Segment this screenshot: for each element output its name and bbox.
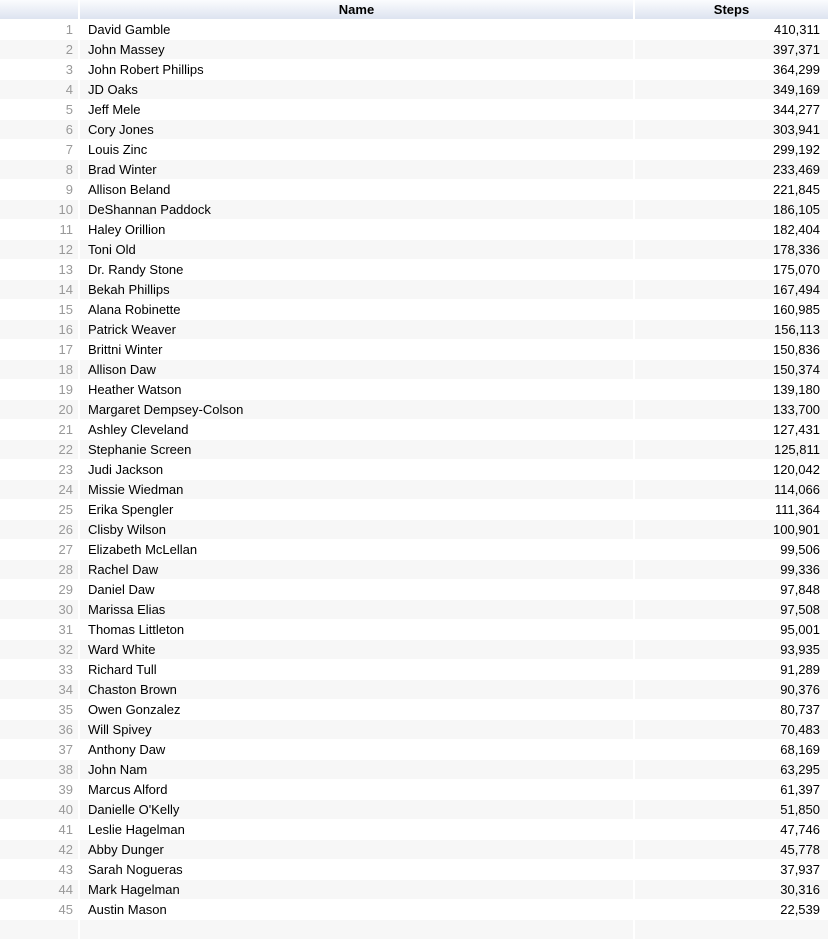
name-cell: Dr. Randy Stone bbox=[80, 260, 633, 279]
name-cell: Marcus Alford bbox=[80, 780, 633, 799]
name-cell: Patrick Weaver bbox=[80, 320, 633, 339]
table-row bbox=[0, 440, 830, 459]
name-cell: Cory Jones bbox=[80, 120, 633, 139]
rank-cell: 1 bbox=[0, 20, 78, 39]
steps-cell: 133,700 bbox=[635, 400, 828, 419]
steps-cell: 97,508 bbox=[635, 600, 828, 619]
steps-cell: 51,850 bbox=[635, 800, 828, 819]
table-row bbox=[0, 580, 830, 599]
name-cell: Toni Old bbox=[80, 240, 633, 259]
name-cell: John Robert Phillips bbox=[80, 60, 633, 79]
steps-cell: 182,404 bbox=[635, 220, 828, 239]
steps-cell: 178,336 bbox=[635, 240, 828, 259]
name-cell: Erika Spengler bbox=[80, 500, 633, 519]
table-row bbox=[0, 300, 830, 319]
table-row bbox=[0, 680, 830, 699]
steps-cell: 68,169 bbox=[635, 740, 828, 759]
table-row bbox=[0, 100, 830, 119]
steps-cell: 186,105 bbox=[635, 200, 828, 219]
name-cell: Ward White bbox=[80, 640, 633, 659]
steps-cell: 175,070 bbox=[635, 260, 828, 279]
steps-cell: 139,180 bbox=[635, 380, 828, 399]
rank-cell: 15 bbox=[0, 300, 78, 319]
name-cell: Anthony Daw bbox=[80, 740, 633, 759]
name-cell: Abby Dunger bbox=[80, 840, 633, 859]
table-row bbox=[0, 60, 830, 79]
name-cell: Mark Hagelman bbox=[80, 880, 633, 899]
name-cell: Louis Zinc bbox=[80, 140, 633, 159]
rank-cell: 6 bbox=[0, 120, 78, 139]
name-cell: Clisby Wilson bbox=[80, 520, 633, 539]
table-row bbox=[0, 180, 830, 199]
rank-cell: 44 bbox=[0, 880, 78, 899]
steps-cell: 344,277 bbox=[635, 100, 828, 119]
steps-cell: 93,935 bbox=[635, 640, 828, 659]
table-row bbox=[0, 400, 830, 419]
rank-cell: 17 bbox=[0, 340, 78, 359]
name-cell: Haley Orillion bbox=[80, 220, 633, 239]
steps-cell: 111,364 bbox=[635, 500, 828, 519]
rank-cell: 22 bbox=[0, 440, 78, 459]
rank-cell: 19 bbox=[0, 380, 78, 399]
table-row bbox=[0, 840, 830, 859]
rank-cell bbox=[0, 920, 78, 939]
rank-cell: 12 bbox=[0, 240, 78, 259]
steps-cell: 303,941 bbox=[635, 120, 828, 139]
table-row bbox=[0, 880, 830, 899]
rank-cell: 20 bbox=[0, 400, 78, 419]
table-row bbox=[0, 720, 830, 739]
steps-cell: 47,746 bbox=[635, 820, 828, 839]
table-row bbox=[0, 620, 830, 639]
table-row bbox=[0, 560, 830, 579]
rank-cell: 23 bbox=[0, 460, 78, 479]
table-row bbox=[0, 600, 830, 619]
steps-cell: 63,295 bbox=[635, 760, 828, 779]
table-row bbox=[0, 760, 830, 779]
name-cell: Alana Robinette bbox=[80, 300, 633, 319]
partial-next-row-stripe bbox=[0, 920, 830, 939]
steps-cell: 156,113 bbox=[635, 320, 828, 339]
table-row bbox=[0, 640, 830, 659]
name-cell bbox=[80, 920, 633, 939]
steps-cell: 30,316 bbox=[635, 880, 828, 899]
rank-cell: 13 bbox=[0, 260, 78, 279]
rank-cell: 35 bbox=[0, 700, 78, 719]
rank-cell: 10 bbox=[0, 200, 78, 219]
name-cell: Owen Gonzalez bbox=[80, 700, 633, 719]
table-row bbox=[0, 800, 830, 819]
table-row bbox=[0, 380, 830, 399]
name-cell: Ashley Cleveland bbox=[80, 420, 633, 439]
steps-cell: 349,169 bbox=[635, 80, 828, 99]
rank-cell: 43 bbox=[0, 860, 78, 879]
table-row bbox=[0, 240, 830, 259]
rank-cell: 31 bbox=[0, 620, 78, 639]
name-cell: Danielle O'Kelly bbox=[80, 800, 633, 819]
rank-cell: 25 bbox=[0, 500, 78, 519]
name-cell: Jeff Mele bbox=[80, 100, 633, 119]
table-row bbox=[0, 360, 830, 379]
rank-cell: 40 bbox=[0, 800, 78, 819]
steps-cell: 97,848 bbox=[635, 580, 828, 599]
steps-cell: 100,901 bbox=[635, 520, 828, 539]
rank-cell: 9 bbox=[0, 180, 78, 199]
steps-cell: 364,299 bbox=[635, 60, 828, 79]
rank-cell: 34 bbox=[0, 680, 78, 699]
name-cell: Allison Beland bbox=[80, 180, 633, 199]
name-cell: David Gamble bbox=[80, 20, 633, 39]
rank-cell: 11 bbox=[0, 220, 78, 239]
steps-column-header[interactable]: Steps bbox=[635, 0, 828, 19]
steps-cell: 91,289 bbox=[635, 660, 828, 679]
table-row bbox=[0, 160, 830, 179]
rank-cell: 24 bbox=[0, 480, 78, 499]
name-cell: DeShannan Paddock bbox=[80, 200, 633, 219]
steps-cell: 70,483 bbox=[635, 720, 828, 739]
rank-cell: 29 bbox=[0, 580, 78, 599]
table-header-row bbox=[0, 0, 830, 19]
table-row bbox=[0, 220, 830, 239]
steps-cell: 397,371 bbox=[635, 40, 828, 59]
table-row bbox=[0, 120, 830, 139]
rank-cell: 38 bbox=[0, 760, 78, 779]
name-cell: Chaston Brown bbox=[80, 680, 633, 699]
rank-cell: 30 bbox=[0, 600, 78, 619]
name-cell: John Massey bbox=[80, 40, 633, 59]
table-row bbox=[0, 780, 830, 799]
rank-column-header bbox=[0, 0, 78, 19]
steps-cell: 233,469 bbox=[635, 160, 828, 179]
name-cell: Austin Mason bbox=[80, 900, 633, 919]
steps-cell bbox=[635, 920, 828, 939]
rank-cell: 41 bbox=[0, 820, 78, 839]
steps-cell: 99,506 bbox=[635, 540, 828, 559]
table-row bbox=[0, 200, 830, 219]
table-row bbox=[0, 740, 830, 759]
rank-cell: 3 bbox=[0, 60, 78, 79]
name-cell: Judi Jackson bbox=[80, 460, 633, 479]
rank-cell: 4 bbox=[0, 80, 78, 99]
steps-cell: 80,737 bbox=[635, 700, 828, 719]
steps-cell: 61,397 bbox=[635, 780, 828, 799]
table-row bbox=[0, 40, 830, 59]
table-row bbox=[0, 420, 830, 439]
name-cell: Brittni Winter bbox=[80, 340, 633, 359]
steps-cell: 167,494 bbox=[635, 280, 828, 299]
rank-cell: 7 bbox=[0, 140, 78, 159]
name-cell: Brad Winter bbox=[80, 160, 633, 179]
name-column-header[interactable]: Name bbox=[80, 0, 633, 19]
rank-cell: 26 bbox=[0, 520, 78, 539]
rank-cell: 8 bbox=[0, 160, 78, 179]
name-cell: Allison Daw bbox=[80, 360, 633, 379]
table-row bbox=[0, 520, 830, 539]
name-cell: Richard Tull bbox=[80, 660, 633, 679]
rank-cell: 42 bbox=[0, 840, 78, 859]
table-row bbox=[0, 320, 830, 339]
rank-cell: 16 bbox=[0, 320, 78, 339]
name-cell: Thomas Littleton bbox=[80, 620, 633, 639]
rank-cell: 21 bbox=[0, 420, 78, 439]
name-cell: Elizabeth McLellan bbox=[80, 540, 633, 559]
name-cell: Missie Wiedman bbox=[80, 480, 633, 499]
table-row bbox=[0, 140, 830, 159]
table-row bbox=[0, 280, 830, 299]
steps-cell: 95,001 bbox=[635, 620, 828, 639]
steps-cell: 150,374 bbox=[635, 360, 828, 379]
name-cell: John Nam bbox=[80, 760, 633, 779]
rank-cell: 45 bbox=[0, 900, 78, 919]
rank-cell: 2 bbox=[0, 40, 78, 59]
table-row bbox=[0, 540, 830, 559]
table-row bbox=[0, 20, 830, 39]
steps-cell: 45,778 bbox=[635, 840, 828, 859]
steps-cell: 114,066 bbox=[635, 480, 828, 499]
name-cell: Heather Watson bbox=[80, 380, 633, 399]
name-cell: Leslie Hagelman bbox=[80, 820, 633, 839]
name-cell: Daniel Daw bbox=[80, 580, 633, 599]
rank-cell: 18 bbox=[0, 360, 78, 379]
rank-cell: 32 bbox=[0, 640, 78, 659]
steps-cell: 160,985 bbox=[635, 300, 828, 319]
steps-cell: 127,431 bbox=[635, 420, 828, 439]
name-cell: Rachel Daw bbox=[80, 560, 633, 579]
steps-cell: 410,311 bbox=[635, 20, 828, 39]
name-cell: Marissa Elias bbox=[80, 600, 633, 619]
steps-cell: 37,937 bbox=[635, 860, 828, 879]
rank-cell: 39 bbox=[0, 780, 78, 799]
steps-cell: 299,192 bbox=[635, 140, 828, 159]
rank-cell: 36 bbox=[0, 720, 78, 739]
table-body bbox=[0, 20, 830, 919]
rank-cell: 5 bbox=[0, 100, 78, 119]
table-row bbox=[0, 80, 830, 99]
table-row bbox=[0, 820, 830, 839]
steps-cell: 221,845 bbox=[635, 180, 828, 199]
table-row bbox=[0, 340, 830, 359]
rank-cell: 33 bbox=[0, 660, 78, 679]
table-row bbox=[0, 900, 830, 919]
table-row bbox=[0, 480, 830, 499]
table-row bbox=[0, 500, 830, 519]
rank-cell: 37 bbox=[0, 740, 78, 759]
rank-cell: 28 bbox=[0, 560, 78, 579]
steps-cell: 120,042 bbox=[635, 460, 828, 479]
name-cell: Will Spivey bbox=[80, 720, 633, 739]
rank-cell: 14 bbox=[0, 280, 78, 299]
table-row bbox=[0, 660, 830, 679]
table-row bbox=[0, 460, 830, 479]
steps-cell: 125,811 bbox=[635, 440, 828, 459]
table-row bbox=[0, 700, 830, 719]
steps-cell: 150,836 bbox=[635, 340, 828, 359]
steps-cell: 90,376 bbox=[635, 680, 828, 699]
name-cell: JD Oaks bbox=[80, 80, 633, 99]
steps-cell: 99,336 bbox=[635, 560, 828, 579]
table-row bbox=[0, 260, 830, 279]
rank-cell: 27 bbox=[0, 540, 78, 559]
table-row bbox=[0, 860, 830, 879]
name-cell: Sarah Nogueras bbox=[80, 860, 633, 879]
name-cell: Stephanie Screen bbox=[80, 440, 633, 459]
steps-cell: 22,539 bbox=[635, 900, 828, 919]
name-cell: Margaret Dempsey-Colson bbox=[80, 400, 633, 419]
name-cell: Bekah Phillips bbox=[80, 280, 633, 299]
